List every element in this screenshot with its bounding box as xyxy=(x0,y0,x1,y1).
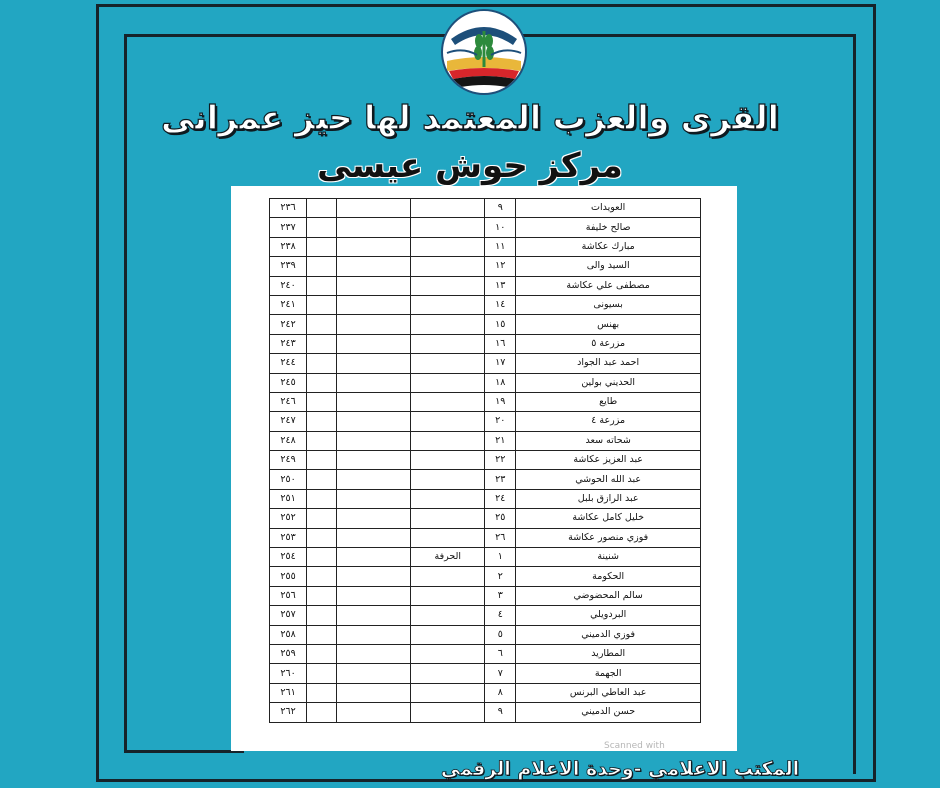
village-type-cell xyxy=(411,199,485,218)
table-row xyxy=(270,295,701,314)
row-index-cell: ٢٤١ xyxy=(270,295,307,314)
village-name-cell: مزرعة ٤ xyxy=(516,412,701,431)
blank-cell xyxy=(336,373,411,392)
village-type-cell xyxy=(411,625,485,644)
table-row xyxy=(270,276,701,295)
village-name-cell: عبد العاطي البرنس xyxy=(516,683,701,702)
blank-cell xyxy=(336,703,411,722)
table-row xyxy=(270,218,701,237)
villages-table-body xyxy=(270,199,701,723)
page-subtitle: مركز حوش عيسى xyxy=(317,146,623,186)
blank-cell xyxy=(307,257,337,276)
blank-cell xyxy=(307,664,337,683)
blank-cell xyxy=(307,392,337,411)
village-number-cell: ٢٠ xyxy=(485,412,516,431)
row-index-cell: ٢٦١ xyxy=(270,683,307,702)
scanned-document xyxy=(231,186,737,751)
row-index-cell: ٢٣٧ xyxy=(270,218,307,237)
blank-cell xyxy=(307,703,337,722)
row-index-cell: ٢٥٠ xyxy=(270,470,307,489)
village-name-cell: شنينة xyxy=(516,548,701,567)
blank-cell xyxy=(307,489,337,508)
village-type-cell xyxy=(411,392,485,411)
blank-cell xyxy=(307,567,337,586)
blank-cell xyxy=(307,237,337,256)
blank-cell xyxy=(336,528,411,547)
village-type-cell xyxy=(411,528,485,547)
blank-cell xyxy=(307,354,337,373)
village-type-cell xyxy=(411,451,485,470)
row-index-cell: ٢٥٧ xyxy=(270,606,307,625)
village-number-cell: ٢ xyxy=(485,567,516,586)
table-row xyxy=(270,334,701,353)
village-number-cell: ٣ xyxy=(485,586,516,605)
row-index-cell: ٢٦٠ xyxy=(270,664,307,683)
village-type-cell xyxy=(411,334,485,353)
blank-cell xyxy=(336,567,411,586)
village-name-cell: عبد العزيز عكاشة xyxy=(516,451,701,470)
blank-cell xyxy=(336,431,411,450)
row-index-cell: ٢٥٨ xyxy=(270,625,307,644)
village-number-cell: ١٧ xyxy=(485,354,516,373)
governorate-logo xyxy=(441,9,527,95)
village-name-cell: الحكومة xyxy=(516,567,701,586)
row-index-cell: ٢٤٣ xyxy=(270,334,307,353)
blank-cell xyxy=(336,683,411,702)
blank-cell xyxy=(307,625,337,644)
village-name-cell: بهنس xyxy=(516,315,701,334)
blank-cell xyxy=(307,373,337,392)
blank-cell xyxy=(336,509,411,528)
blank-cell xyxy=(336,451,411,470)
village-type-cell xyxy=(411,237,485,256)
row-index-cell: ٢٤٩ xyxy=(270,451,307,470)
village-name-cell: السيد والى xyxy=(516,257,701,276)
table-row xyxy=(270,703,701,722)
village-name-cell: شحاته سعد xyxy=(516,431,701,450)
village-type-cell xyxy=(411,257,485,276)
blank-cell xyxy=(307,451,337,470)
table-row xyxy=(270,354,701,373)
village-name-cell: المطارید xyxy=(516,644,701,663)
blank-cell xyxy=(336,644,411,663)
table-row xyxy=(270,548,701,567)
table-row xyxy=(270,567,701,586)
village-type-cell xyxy=(411,354,485,373)
table-row xyxy=(270,528,701,547)
blank-cell xyxy=(307,683,337,702)
village-type-cell xyxy=(411,315,485,334)
village-name-cell: مبارك عكاشة xyxy=(516,237,701,256)
row-index-cell: ٢٤٥ xyxy=(270,373,307,392)
village-number-cell: ١٥ xyxy=(485,315,516,334)
blank-cell xyxy=(307,644,337,663)
blank-cell xyxy=(307,548,337,567)
village-number-cell: ١٣ xyxy=(485,276,516,295)
table-row xyxy=(270,625,701,644)
blank-cell xyxy=(336,392,411,411)
row-index-cell: ٢٥١ xyxy=(270,489,307,508)
village-name-cell: احمد عبد الجواد xyxy=(516,354,701,373)
inner-frame-right xyxy=(853,34,856,774)
village-number-cell: ١ xyxy=(485,548,516,567)
village-type-cell xyxy=(411,431,485,450)
row-index-cell: ٢٤٧ xyxy=(270,412,307,431)
blank-cell xyxy=(336,470,411,489)
blank-cell xyxy=(307,586,337,605)
village-name-cell: فوزي الدميني xyxy=(516,625,701,644)
village-number-cell: ١٢ xyxy=(485,257,516,276)
village-type-cell xyxy=(411,373,485,392)
blank-cell xyxy=(307,431,337,450)
blank-cell xyxy=(336,548,411,567)
blank-cell xyxy=(336,295,411,314)
village-type-cell: الحرفة xyxy=(411,548,485,567)
village-number-cell: ١٨ xyxy=(485,373,516,392)
village-name-cell: صالح خليفة xyxy=(516,218,701,237)
village-type-cell xyxy=(411,664,485,683)
village-name-cell: سالم المحضوضي xyxy=(516,586,701,605)
village-name-cell: خليل كامل عكاشة xyxy=(516,509,701,528)
table-row xyxy=(270,257,701,276)
village-type-cell xyxy=(411,276,485,295)
table-row xyxy=(270,237,701,256)
blank-cell xyxy=(336,489,411,508)
village-name-cell: بسيونى xyxy=(516,295,701,314)
blank-cell xyxy=(307,528,337,547)
village-name-cell: مزرعة ٥ xyxy=(516,334,701,353)
village-number-cell: ٤ xyxy=(485,606,516,625)
row-index-cell: ٢٥٣ xyxy=(270,528,307,547)
blank-cell xyxy=(307,334,337,353)
row-index-cell: ٢٥٥ xyxy=(270,567,307,586)
footer-credit: المكتب الاعلامي -وحدة الاعلام الرقمي xyxy=(440,758,800,780)
village-name-cell: البردويلي xyxy=(516,606,701,625)
village-type-cell xyxy=(411,567,485,586)
blank-cell xyxy=(307,199,337,218)
villages-table xyxy=(269,198,701,723)
table-row xyxy=(270,489,701,508)
row-index-cell: ٢٥٢ xyxy=(270,509,307,528)
table-row xyxy=(270,451,701,470)
row-index-cell: ٢٣٦ xyxy=(270,199,307,218)
blank-cell xyxy=(336,334,411,353)
village-number-cell: ٢٦ xyxy=(485,528,516,547)
village-number-cell: ٨ xyxy=(485,683,516,702)
village-name-cell: الحديني بولين xyxy=(516,373,701,392)
village-type-cell xyxy=(411,470,485,489)
row-index-cell: ٢٦٢ xyxy=(270,703,307,722)
blank-cell xyxy=(336,586,411,605)
row-index-cell: ٢٣٨ xyxy=(270,237,307,256)
table-row xyxy=(270,373,701,392)
inner-frame-bottom xyxy=(124,750,244,753)
table-row xyxy=(270,683,701,702)
blank-cell xyxy=(336,218,411,237)
blank-cell xyxy=(336,606,411,625)
blank-cell xyxy=(307,606,337,625)
village-type-cell xyxy=(411,703,485,722)
page-title: القرى والعزب المعتمد لها حيز عمرانى xyxy=(161,98,779,137)
blank-cell xyxy=(307,509,337,528)
table-row xyxy=(270,586,701,605)
blank-cell xyxy=(307,295,337,314)
blank-cell xyxy=(307,276,337,295)
row-index-cell: ٢٥٩ xyxy=(270,644,307,663)
village-number-cell: ٢١ xyxy=(485,431,516,450)
table-row xyxy=(270,199,701,218)
village-number-cell: ١١ xyxy=(485,237,516,256)
row-index-cell: ٢٤٠ xyxy=(270,276,307,295)
row-index-cell: ٢٣٩ xyxy=(270,257,307,276)
village-type-cell xyxy=(411,295,485,314)
village-number-cell: ٢٤ xyxy=(485,489,516,508)
village-number-cell: ١٦ xyxy=(485,334,516,353)
blank-cell xyxy=(307,470,337,489)
village-name-cell: فوزي منصور عكاشة xyxy=(516,528,701,547)
blank-cell xyxy=(307,218,337,237)
village-number-cell: ١٩ xyxy=(485,392,516,411)
village-type-cell xyxy=(411,606,485,625)
village-number-cell: ٧ xyxy=(485,664,516,683)
village-type-cell xyxy=(411,509,485,528)
village-type-cell xyxy=(411,489,485,508)
blank-cell xyxy=(336,237,411,256)
blank-cell xyxy=(336,664,411,683)
row-index-cell: ٢٤٢ xyxy=(270,315,307,334)
table-row xyxy=(270,412,701,431)
village-name-cell: عبد الله الحوشي xyxy=(516,470,701,489)
blank-cell xyxy=(336,199,411,218)
blank-cell xyxy=(336,257,411,276)
blank-cell xyxy=(307,412,337,431)
blank-cell xyxy=(336,412,411,431)
village-name-cell: مصطفى علي عكاشة xyxy=(516,276,701,295)
blank-cell xyxy=(336,354,411,373)
village-number-cell: ٢٥ xyxy=(485,509,516,528)
village-type-cell xyxy=(411,412,485,431)
row-index-cell: ٢٤٦ xyxy=(270,392,307,411)
village-type-cell xyxy=(411,586,485,605)
table-row xyxy=(270,470,701,489)
village-type-cell xyxy=(411,683,485,702)
village-number-cell: ١٠ xyxy=(485,218,516,237)
table-row xyxy=(270,392,701,411)
blank-cell xyxy=(307,315,337,334)
table-row xyxy=(270,431,701,450)
village-number-cell: ١٤ xyxy=(485,295,516,314)
row-index-cell: ٢٥٦ xyxy=(270,586,307,605)
row-index-cell: ٢٥٤ xyxy=(270,548,307,567)
village-number-cell: ٩ xyxy=(485,703,516,722)
table-row xyxy=(270,509,701,528)
village-number-cell: ٩ xyxy=(485,199,516,218)
table-row xyxy=(270,664,701,683)
inner-frame-left xyxy=(124,34,127,752)
village-name-cell: العويدات xyxy=(516,199,701,218)
village-number-cell: ٥ xyxy=(485,625,516,644)
scan-watermark: Scanned with xyxy=(604,741,665,751)
table-row xyxy=(270,644,701,663)
village-type-cell xyxy=(411,644,485,663)
table-row xyxy=(270,606,701,625)
village-name-cell: طايع xyxy=(516,392,701,411)
village-number-cell: ٢٢ xyxy=(485,451,516,470)
village-name-cell: عبد الرازق بلبل xyxy=(516,489,701,508)
row-index-cell: ٢٤٨ xyxy=(270,431,307,450)
blank-cell xyxy=(336,276,411,295)
blank-cell xyxy=(336,315,411,334)
row-index-cell: ٢٤٤ xyxy=(270,354,307,373)
village-name-cell: حسن الدميني xyxy=(516,703,701,722)
village-number-cell: ٦ xyxy=(485,644,516,663)
village-name-cell: الجهمة xyxy=(516,664,701,683)
table-row xyxy=(270,315,701,334)
village-type-cell xyxy=(411,218,485,237)
blank-cell xyxy=(336,625,411,644)
village-number-cell: ٢٣ xyxy=(485,470,516,489)
